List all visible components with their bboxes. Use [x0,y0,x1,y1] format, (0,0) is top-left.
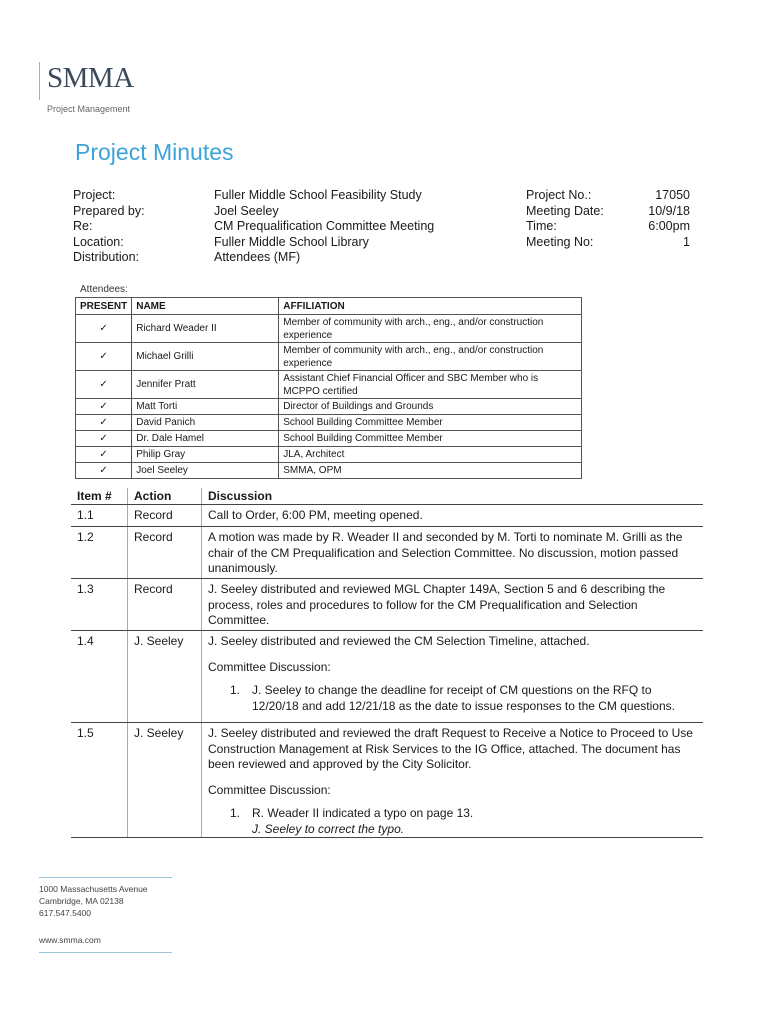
check-icon: ✓ [76,399,132,415]
footer-address [39,883,148,919]
col-name: NAME [132,298,279,315]
attendee-affiliation: School Building Committee Member [279,415,582,431]
item-discussion: A motion was made by R. Weader II and seconded by M. Torti to nominate M. Grilli as the chair of the CM Prequalification and Selection Committee. No discussion, motion passed unanimously. [202,527,704,579]
meta-right-label: Project No.: [526,188,592,202]
attendee-name: Richard Weader II [132,315,279,343]
item-action: Record [128,505,202,527]
meta-label: Location: [73,234,124,249]
item-number: 1.2 [71,527,128,579]
meta-value: CM Prequalification Committee Meeting [214,219,435,233]
list-action-text: J. Seeley to correct the typo. [252,821,405,836]
col-present: PRESENT [76,298,132,315]
meta-right-labels [526,188,604,250]
item-number: 1.3 [71,579,128,631]
check-icon: ✓ [76,315,132,343]
attendees-header-row [76,298,582,315]
item-row [71,723,703,838]
footer-phone: 617.547.5400 [39,908,91,918]
item-discussion-text: J. Seeley distributed and reviewed the CM Selection Timeline, attached. [208,634,590,648]
project-number: 17050 [655,188,690,202]
list-text: J. Seeley to change the deadline for receipt of CM questions on the RFQ to 12/20/18 and add 12/21/18 as the date to issue responses to the CM questions. [252,683,675,713]
meta-value: Fuller Middle School Library [214,234,369,249]
meta-values [214,188,434,266]
meeting-date: 10/9/18 [648,203,690,218]
attendee-name: Joel Seeley [132,463,279,479]
attendee-row [76,343,582,371]
check-icon: ✓ [76,447,132,463]
attendee-name: Philip Gray [132,447,279,463]
meta-label: Re: [73,219,93,233]
attendees-table [75,297,582,479]
meeting-number: 1 [683,234,690,249]
item-action: Record [128,527,202,579]
logo: SMMA [47,62,134,94]
items-header-row [71,488,703,505]
attendee-name: David Panich [132,415,279,431]
meta-label: Distribution: [73,250,139,264]
footer-website-link[interactable]: www.smma.com [39,935,101,945]
item-discussion: J. Seeley distributed and reviewed MGL Chapter 149A, Section 5 and 6 describing the process, roles and procedures to follow for the CM Prequalification and Selection Committee. [202,579,704,631]
item-number: 1.1 [71,505,128,527]
committee-discussion-label: Committee Discussion: [208,782,331,797]
attendee-row [76,399,582,415]
attendee-affiliation: Assistant Chief Financial Officer and SBC Member who is MCPPO certified [279,371,582,399]
footer-divider [39,877,172,878]
item-row [71,527,703,579]
logo-bar [39,62,40,100]
meta-right-values [620,188,690,250]
attendee-affiliation: Member of community with arch., eng., and/or construction experience [279,315,582,343]
item-action: Record [128,579,202,631]
item-discussion [202,723,704,838]
item-row [71,505,703,527]
attendee-affiliation: Director of Buildings and Grounds [279,399,582,415]
meta-right-label: Meeting Date: [526,203,604,218]
attendee-affiliation: JLA, Architect [279,447,582,463]
check-icon: ✓ [76,415,132,431]
attendee-affiliation: Member of community with arch., eng., and/or construction experience [279,343,582,371]
list-text: R. Weader II indicated a typo on page 13. [252,806,474,820]
check-icon: ✓ [76,431,132,447]
attendee-name: Jennifer Pratt [132,371,279,399]
meta-label: Project: [73,188,116,202]
item-action: J. Seeley [128,631,202,723]
meta-value: Attendees (MF) [214,250,301,264]
list-number: 1. [230,806,241,820]
meta-value: Fuller Middle School Feasibility Study [214,188,422,202]
attendee-row [76,431,582,447]
attendee-row [76,415,582,431]
check-icon: ✓ [76,343,132,371]
item-action: J. Seeley [128,723,202,838]
attendee-row [76,315,582,343]
check-icon: ✓ [76,463,132,479]
item-number: 1.5 [71,723,128,838]
attendee-name: Dr. Dale Hamel [132,431,279,447]
items-table [71,488,703,838]
committee-discussion-label: Committee Discussion: [208,659,331,674]
col-item: Item # [71,488,128,505]
attendee-name: Michael Grilli [132,343,279,371]
meta-value: Joel Seeley [214,203,279,218]
col-discussion: Discussion [202,488,704,505]
discussion-list-item [208,806,697,837]
logo-subtitle: Project Management [47,104,131,114]
meta-right-label: Meeting No: [526,234,594,249]
attendees-label: Attendees: [80,284,128,295]
attendee-row [76,371,582,399]
footer-divider [39,952,172,953]
col-affiliation: AFFILIATION [279,298,582,315]
attendee-row [76,463,582,479]
check-icon: ✓ [76,371,132,399]
attendee-affiliation: School Building Committee Member [279,431,582,447]
meeting-time: 6:00pm [648,219,690,233]
attendee-affiliation: SMMA, OPM [279,463,582,479]
discussion-list-item [208,683,697,714]
footer-city: Cambridge, MA 02138 [39,896,124,906]
item-discussion-text: J. Seeley distributed and reviewed the draft Request to Receive a Notice to Proceed to Use Construction Management at Risk Services to the IG Office, attached. The document has been reviewed and approved by the City Solicitor. [208,726,693,771]
meta-right-label: Time: [526,219,557,233]
attendee-name: Matt Torti [132,399,279,415]
item-row [71,579,703,631]
item-number: 1.4 [71,631,128,723]
meta-label: Prepared by: [73,203,145,218]
col-action: Action [128,488,202,505]
item-discussion: Call to Order, 6:00 PM, meeting opened. [202,505,704,527]
item-discussion [202,631,704,723]
page-title: Project Minutes [75,139,234,165]
list-number: 1. [230,683,241,697]
footer-street: 1000 Massachusetts Avenue [39,884,148,894]
attendee-row [76,447,582,463]
item-row [71,631,703,723]
meta-labels [73,188,145,266]
